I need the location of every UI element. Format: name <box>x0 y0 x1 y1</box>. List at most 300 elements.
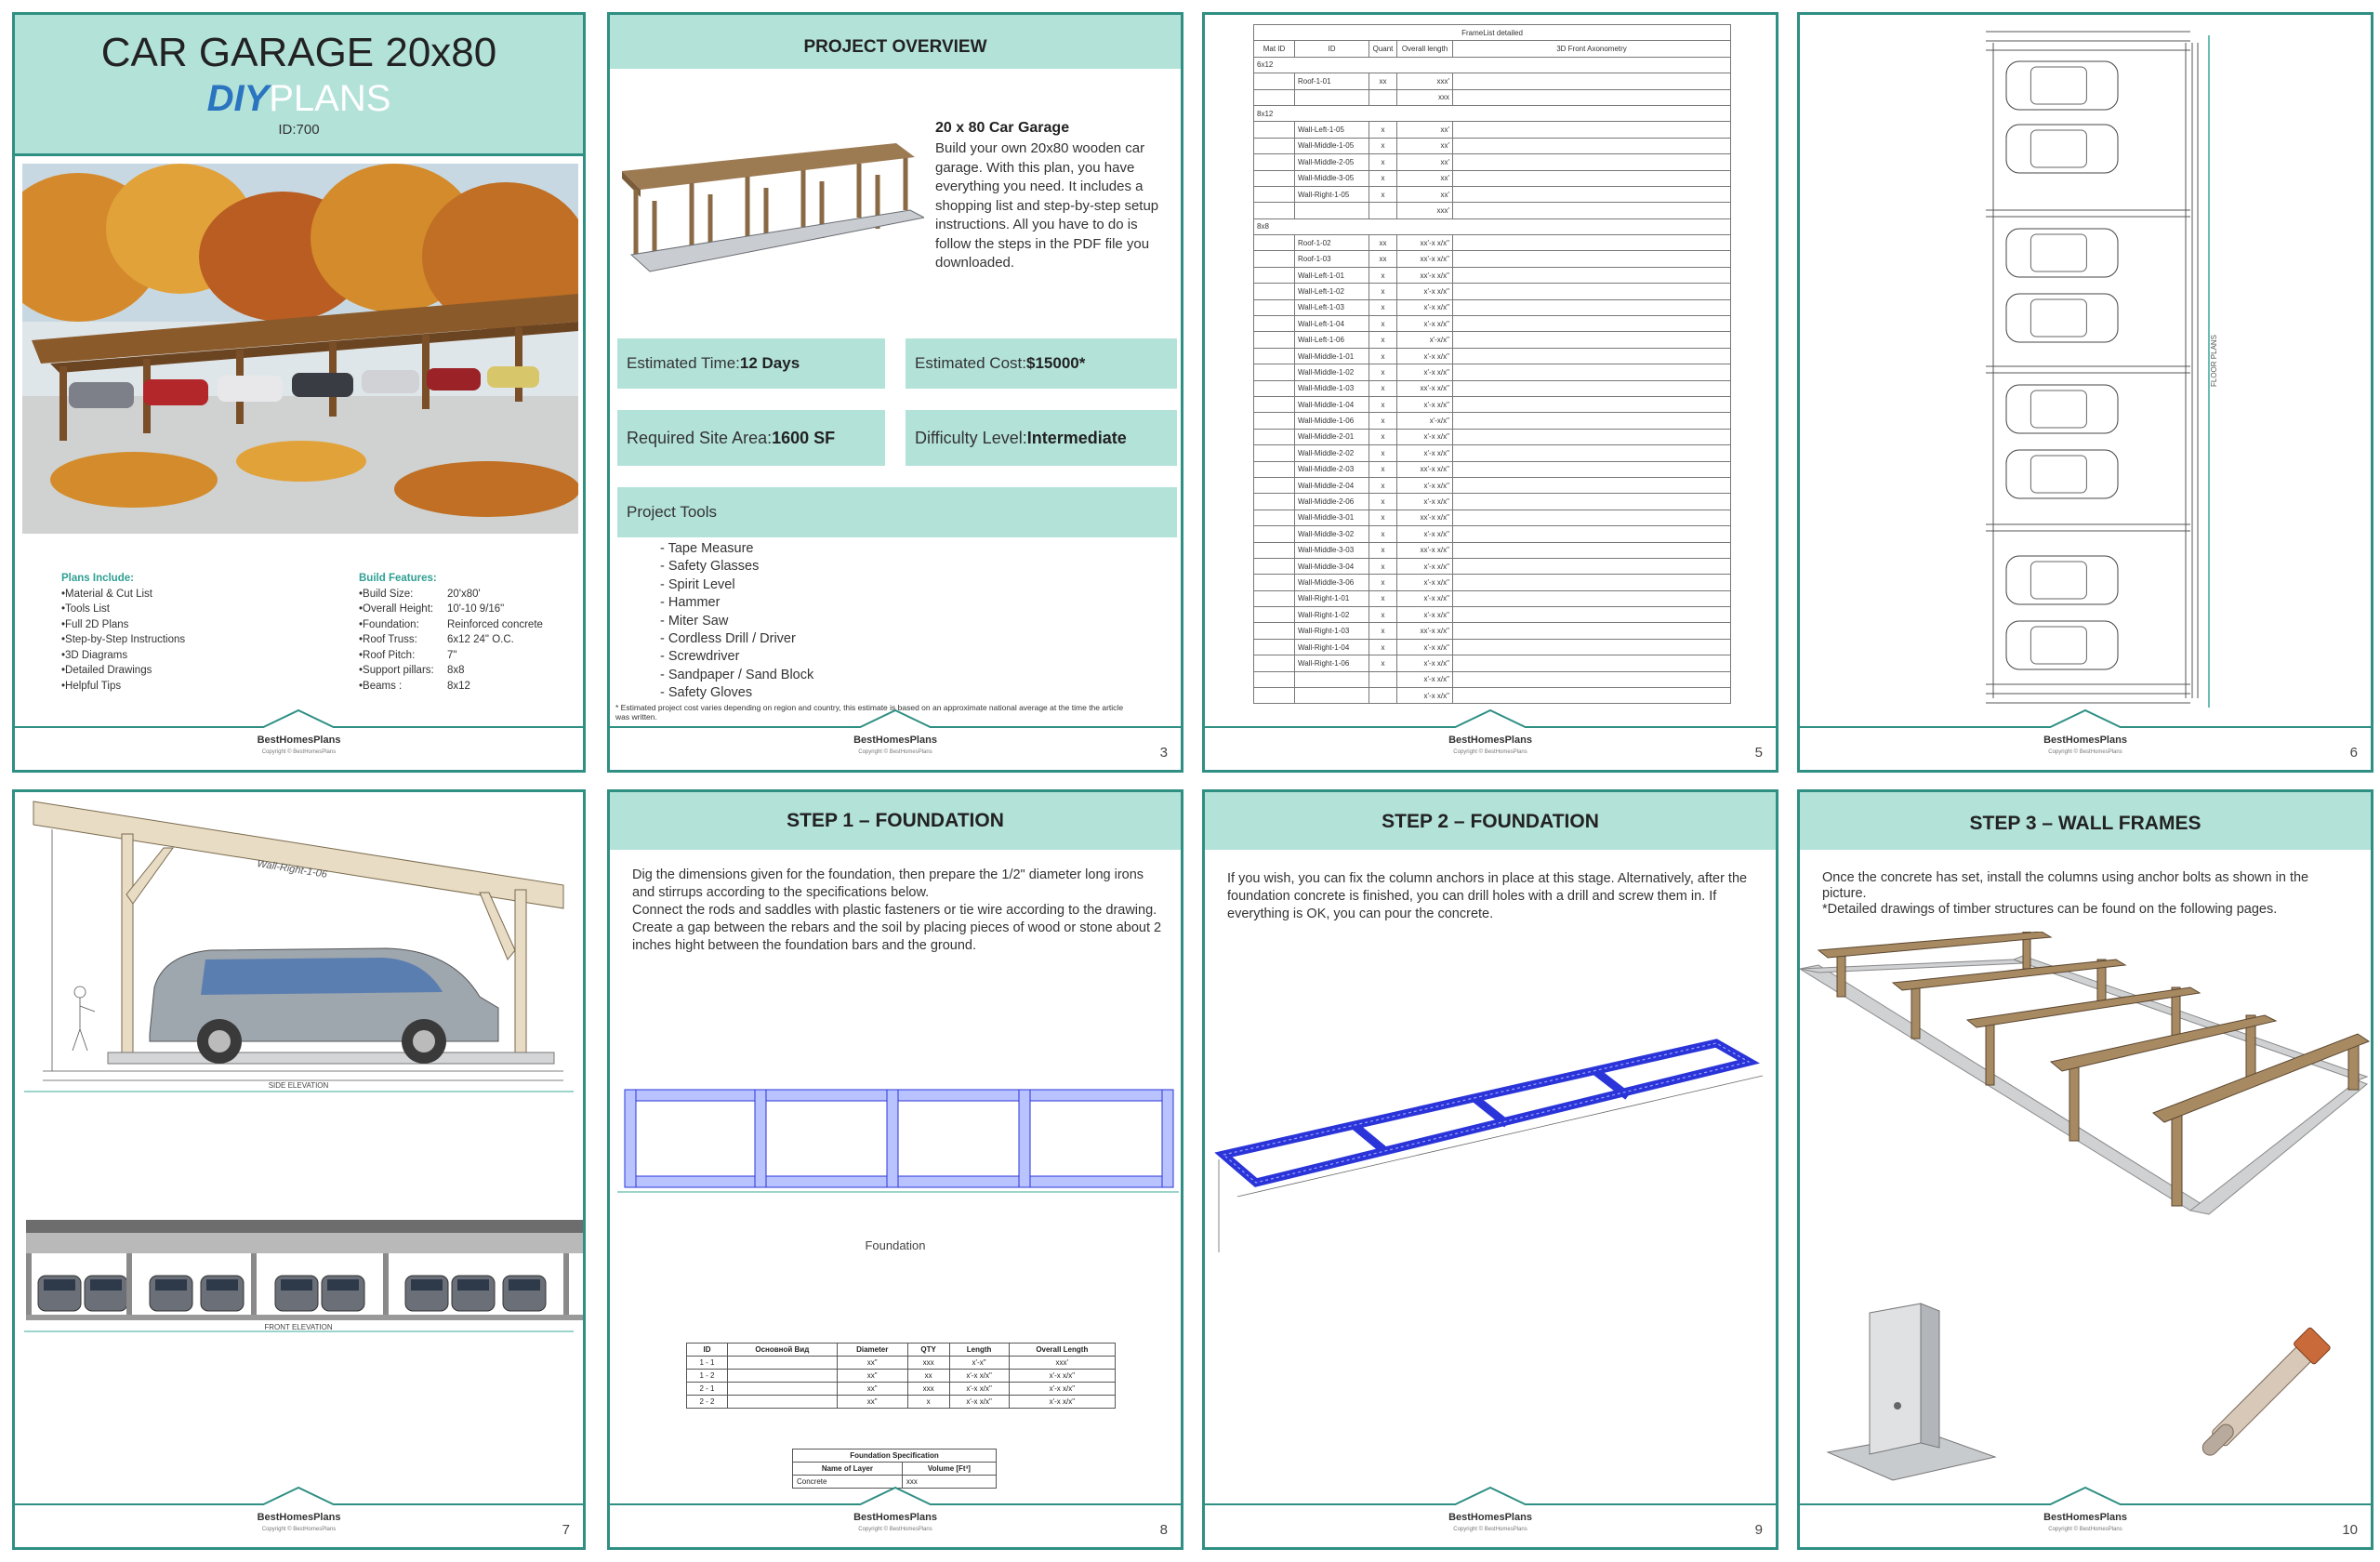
rebar-beam <box>1019 1090 1030 1187</box>
footer-brand: BestHomesPlans <box>257 1512 341 1523</box>
feature-key: •Roof Truss: <box>359 634 417 645</box>
car-top-view <box>2006 385 2118 433</box>
length-cell: xx' <box>1397 186 1453 202</box>
framelist-page <box>1202 12 1778 773</box>
mat-id-cell <box>1254 494 1295 510</box>
plans-include <box>61 571 185 694</box>
feature-value: 10'-10 9/16" <box>447 603 505 615</box>
feature-value: Reinforced concrete <box>447 618 543 630</box>
length-cell: x'-x x/x" <box>1397 348 1453 364</box>
floor-plan-drawing <box>1800 15 2371 721</box>
quant-cell: x <box>1369 623 1397 639</box>
axonometry-cell <box>1453 477 1731 493</box>
cover-header <box>15 15 583 156</box>
quant-cell: x <box>1369 154 1397 170</box>
page-number: 8 <box>1159 1522 1168 1538</box>
footer-brand: BestHomesPlans <box>2043 735 2127 746</box>
id-cell: Wall-Middle-1-04 <box>1295 396 1369 412</box>
quant-cell: x <box>1369 413 1397 429</box>
step1-paragraph: Connect the rods and saddles with plastic fasteners or tie wire according to the drawing. <box>632 903 1157 918</box>
rebar-table <box>686 1343 1116 1409</box>
plans-item: •Material & Cut List <box>61 588 152 600</box>
plans-item: •3D Diagrams <box>61 649 128 661</box>
cover-id: ID:700 <box>278 122 320 138</box>
car-front-view <box>452 1276 495 1311</box>
length-cell: xx'-x x/x" <box>1397 235 1453 251</box>
plans-list <box>61 587 185 695</box>
id-cell: Wall-Middle-2-04 <box>1295 477 1369 493</box>
step3-paragraph: Once the concrete has set, install the columns using anchor bolts as shown in the picture. <box>1822 870 2309 901</box>
id-cell <box>1295 203 1369 218</box>
feature-row <box>359 587 543 602</box>
tool-item: - Spirit Level <box>660 576 735 592</box>
length-cell: x'-x x/x" <box>1397 590 1453 606</box>
foundation-caption: Foundation <box>865 1238 926 1252</box>
garage-3d-render <box>617 125 924 283</box>
plans-item: •Full 2D Plans <box>61 618 129 630</box>
rebar-col-header: ID <box>687 1344 728 1357</box>
table-row <box>1254 429 1731 444</box>
footer-copyright: Copyright © BestHomesPlans <box>858 749 932 755</box>
quant-cell: x <box>1369 590 1397 606</box>
tool-item: - Hammer <box>660 595 721 611</box>
footer-brand: BestHomesPlans <box>1448 1512 1532 1523</box>
quant-cell: xx <box>1369 235 1397 251</box>
rebar-cell: xx" <box>837 1383 907 1396</box>
front-post <box>251 1253 257 1315</box>
length-cell: xx' <box>1397 170 1453 186</box>
plans-include-title: Plans Include: <box>61 573 134 584</box>
quant-cell <box>1369 203 1397 218</box>
length-cell: x'-x/x" <box>1397 413 1453 429</box>
length-cell: xxx <box>1397 89 1453 105</box>
table-row <box>687 1357 1116 1370</box>
quant-cell: x <box>1369 461 1397 477</box>
axonometry-cell <box>1453 186 1731 202</box>
id-cell: Wall-Right-1-01 <box>1295 590 1369 606</box>
rebar-cell: x'-x x/x" <box>1009 1383 1115 1396</box>
group-label: 6x12 <box>1254 57 1731 73</box>
front-post <box>383 1253 389 1315</box>
feature-row <box>359 617 543 633</box>
feature-row <box>359 679 543 695</box>
page-number: 3 <box>1159 745 1168 761</box>
footer-copyright: Copyright © BestHomesPlans <box>858 1527 932 1532</box>
table-row <box>1254 284 1731 299</box>
feature-key: •Beams : <box>359 680 403 692</box>
length-cell: x'-x x/x" <box>1397 284 1453 299</box>
feature-row <box>359 648 543 664</box>
project-tools-header: Project Tools <box>617 487 1177 537</box>
table-row <box>1254 639 1731 655</box>
length-cell: x'-x x/x" <box>1397 607 1453 623</box>
page-footer <box>15 707 583 770</box>
mat-id-cell <box>1254 655 1295 671</box>
page-footer <box>1205 707 1776 770</box>
rebar-shape-cell <box>727 1383 837 1396</box>
id-cell: Wall-Right-1-03 <box>1295 623 1369 639</box>
table-row <box>1254 477 1731 493</box>
id-cell: Wall-Middle-1-06 <box>1295 413 1369 429</box>
features-list <box>359 587 543 695</box>
length-cell: xxx' <box>1397 73 1453 89</box>
id-cell: Wall-Left-1-02 <box>1295 284 1369 299</box>
framelist-col-header: 3D Front Axonometry <box>1453 41 1731 57</box>
quant-cell: x <box>1369 542 1397 558</box>
car-front-view <box>38 1276 81 1311</box>
plans-item: •Helpful Tips <box>61 680 122 692</box>
rebar-cell: xx" <box>837 1396 907 1409</box>
table-row <box>1254 332 1731 348</box>
estimated-cost: Estimated Cost: $15000* <box>906 338 1177 389</box>
feature-value: 8x12 <box>447 680 470 692</box>
step1-header: STEP 1 – FOUNDATION <box>610 792 1181 850</box>
length-cell: xx'-x x/x" <box>1397 461 1453 477</box>
side-elevation-label: SIDE ELEVATION <box>268 1081 329 1090</box>
mat-id-cell <box>1254 154 1295 170</box>
table-row <box>1254 154 1731 170</box>
quant-cell: xx <box>1369 251 1397 267</box>
axonometry-cell <box>1453 461 1731 477</box>
table-row <box>1254 267 1731 283</box>
id-cell: Wall-Right-1-04 <box>1295 639 1369 655</box>
axonometry-cell <box>1453 575 1731 590</box>
front-elevation-drawing <box>15 1211 583 1350</box>
mat-id-cell <box>1254 170 1295 186</box>
side-elevation-drawing <box>15 792 583 1099</box>
logo <box>15 78 583 120</box>
page-footer <box>1800 707 2371 770</box>
mat-id-cell <box>1254 235 1295 251</box>
feature-key: •Roof Pitch: <box>359 649 416 661</box>
id-cell: Wall-Middle-1-05 <box>1295 138 1369 153</box>
elevation-page <box>12 789 586 1550</box>
axonometry-cell <box>1453 122 1731 138</box>
table-row <box>1254 203 1731 218</box>
length-cell: x'-x x/x" <box>1397 316 1453 332</box>
quant-cell <box>1369 688 1397 704</box>
id-cell: Wall-Left-1-01 <box>1295 267 1369 283</box>
mat-id-cell <box>1254 122 1295 138</box>
quant-cell: x <box>1369 332 1397 348</box>
difficulty-level: Difficulty Level: Intermediate <box>906 410 1177 466</box>
length-cell: x'-x x/x" <box>1397 299 1453 315</box>
footer-brand: BestHomesPlans <box>257 735 341 746</box>
estimated-time: Estimated Time: 12 Days <box>617 338 885 389</box>
table-row <box>687 1396 1116 1409</box>
length-cell: x'-x x/x" <box>1397 396 1453 412</box>
car-front-view <box>503 1276 546 1311</box>
car-front-view <box>85 1276 127 1311</box>
table-row <box>1254 575 1731 590</box>
anchor-bolt <box>2162 1294 2358 1499</box>
length-cell: xx'-x x/x" <box>1397 623 1453 639</box>
rebar-cell: xx" <box>837 1357 907 1370</box>
feature-value: 8x8 <box>447 665 465 676</box>
overview-page <box>607 12 1183 773</box>
step2-text: If you wish, you can fix the column anchors in place at this stage. Alternatively, after the foundation concrete is finished, you can drill holes with a drill and screw them in. If everything is OK, you can pour the concrete. <box>1227 871 1748 921</box>
car-front-view <box>201 1276 244 1311</box>
axonometry-cell <box>1453 170 1731 186</box>
mat-id-cell <box>1254 445 1295 461</box>
length-cell: x'-x x/x" <box>1397 494 1453 510</box>
length-cell: x'-x x/x" <box>1397 558 1453 574</box>
spec-layer: Concrete <box>793 1476 903 1489</box>
id-cell: Wall-Right-1-02 <box>1295 607 1369 623</box>
quant-cell <box>1369 671 1397 687</box>
table-row <box>687 1383 1116 1396</box>
rebar-beam <box>755 1090 766 1187</box>
cover-title: CAR GARAGE 20x80 <box>100 30 497 75</box>
mat-id-cell <box>1254 477 1295 493</box>
rebar-cell: x'-x" <box>949 1357 1009 1370</box>
mat-id-cell <box>1254 89 1295 105</box>
table-row <box>1254 251 1731 267</box>
step2-header: STEP 2 – FOUNDATION <box>1205 792 1776 850</box>
quant-cell: x <box>1369 364 1397 380</box>
floor-plan-page <box>1797 12 2373 773</box>
length-cell: xx'-x x/x" <box>1397 380 1453 396</box>
quant-cell: x <box>1369 186 1397 202</box>
rebar-col-header: Length <box>949 1344 1009 1357</box>
axonometry-cell <box>1453 251 1731 267</box>
table-row <box>1254 671 1731 687</box>
feature-value: 7" <box>447 649 457 661</box>
step3-page <box>1797 789 2373 1550</box>
id-cell: Wall-Middle-3-04 <box>1295 558 1369 574</box>
quant-cell: x <box>1369 494 1397 510</box>
mat-id-cell <box>1254 73 1295 89</box>
plans-item: •Detailed Drawings <box>61 665 152 676</box>
framelist-col-header: Mat ID <box>1254 41 1295 57</box>
rebar-cell: 1 - 1 <box>687 1357 728 1370</box>
axonometry-cell <box>1453 203 1731 218</box>
rebar-cell: 1 - 2 <box>687 1370 728 1383</box>
footer-brand: BestHomesPlans <box>853 735 937 746</box>
mat-id-cell <box>1254 364 1295 380</box>
table-row <box>1254 558 1731 574</box>
spec-col-layer: Name of Layer <box>793 1463 903 1476</box>
length-cell: xx'-x x/x" <box>1397 542 1453 558</box>
table-row <box>1254 348 1731 364</box>
feature-value: 20'x80' <box>447 588 481 600</box>
mat-id-cell <box>1254 186 1295 202</box>
mat-id-cell <box>1254 590 1295 606</box>
length-cell: x'-x x/x" <box>1397 526 1453 542</box>
id-cell: Roof-1-01 <box>1295 73 1369 89</box>
car-top-view <box>2006 556 2118 604</box>
car-top-view <box>2006 229 2118 277</box>
front-post <box>126 1253 132 1315</box>
step3-paragraph: *Detailed drawings of timber structures can be found on the following pages. <box>1822 902 2278 917</box>
quant-cell: x <box>1369 170 1397 186</box>
spec-volume: xxx <box>902 1476 996 1489</box>
id-cell: Roof-1-03 <box>1295 251 1369 267</box>
id-cell <box>1295 671 1369 687</box>
mat-id-cell <box>1254 348 1295 364</box>
axonometry-cell <box>1453 413 1731 429</box>
rebar-cell: x'-x x/x" <box>949 1383 1009 1396</box>
page-number: 10 <box>2342 1522 2358 1538</box>
car-front-view <box>150 1276 192 1311</box>
quant-cell: x <box>1369 138 1397 153</box>
wall-frames-3d <box>1800 932 2371 1248</box>
build-features <box>359 571 543 694</box>
car-top-view <box>2006 621 2118 669</box>
length-cell: x'-x x/x" <box>1397 445 1453 461</box>
rebar-cell: xx" <box>837 1370 907 1383</box>
feature-key: •Foundation: <box>359 618 419 630</box>
length-cell: xxx' <box>1397 203 1453 218</box>
id-cell <box>1295 89 1369 105</box>
axonometry-cell <box>1453 284 1731 299</box>
step1-paragraph: Dig the dimensions given for the foundation, then prepare the 1/2" diameter long irons and stirrups according to the specifications below. <box>632 867 1144 900</box>
rebar-beam <box>625 1090 636 1187</box>
mat-id-cell <box>1254 251 1295 267</box>
table-row <box>1254 413 1731 429</box>
page-number: 9 <box>1754 1522 1763 1538</box>
step1-paragraph: Create a gap between the rebars and the soil by placing pieces of wood or stone about 2 inches hight between the foundation bars and the ground. <box>632 920 1162 953</box>
footer-brand: BestHomesPlans <box>853 1512 937 1523</box>
quant-cell: x <box>1369 655 1397 671</box>
footer-copyright: Copyright © BestHomesPlans <box>1453 749 1527 755</box>
length-cell: x'-x x/x" <box>1397 575 1453 590</box>
page-footer <box>610 707 1181 770</box>
page-number: 6 <box>2349 745 2358 761</box>
footer-copyright: Copyright © BestHomesPlans <box>261 1527 337 1532</box>
feature-row <box>359 602 543 617</box>
mat-id-cell <box>1254 299 1295 315</box>
front-elevation-label: FRONT ELEVATION <box>264 1323 333 1331</box>
required-site-area: Required Site Area: 1600 SF <box>617 410 885 466</box>
cover-page <box>12 12 586 773</box>
table-row <box>1254 380 1731 396</box>
car-top-view <box>2006 61 2118 110</box>
table-row <box>1254 396 1731 412</box>
length-cell: x'-x x/x" <box>1397 688 1453 704</box>
quant-cell: x <box>1369 510 1397 525</box>
mat-id-cell <box>1254 558 1295 574</box>
length-cell: x'-x x/x" <box>1397 671 1453 687</box>
framelist-col-header: Quant <box>1369 41 1397 57</box>
table-row <box>1254 655 1731 671</box>
length-cell: x'-x x/x" <box>1397 477 1453 493</box>
table-row <box>1254 526 1731 542</box>
rebar-cell: x <box>907 1396 949 1409</box>
framelist-col-header: ID <box>1295 41 1369 57</box>
table-row <box>1254 590 1731 606</box>
axonometry-cell <box>1453 299 1731 315</box>
table-row <box>1254 105 1731 121</box>
rebar-cell: xx <box>907 1370 949 1383</box>
tool-item: - Sandpaper / Sand Block <box>660 667 814 682</box>
mat-id-cell <box>1254 413 1295 429</box>
foundation-plan-drawing <box>617 1080 1179 1201</box>
group-label: 8x8 <box>1254 218 1731 234</box>
feature-key: •Build Size: <box>359 588 414 600</box>
mat-id-cell <box>1254 380 1295 396</box>
rebar-shape-cell <box>727 1357 837 1370</box>
feature-row <box>359 632 543 648</box>
length-cell: xx' <box>1397 154 1453 170</box>
car-top-view <box>2006 450 2118 498</box>
step2-page <box>1202 789 1778 1550</box>
tool-item: - Screwdriver <box>660 649 740 665</box>
page-footer <box>15 1484 583 1547</box>
overview-header: PROJECT OVERVIEW <box>610 15 1181 69</box>
length-cell: x'-x/x" <box>1397 332 1453 348</box>
quant-cell: x <box>1369 348 1397 364</box>
axonometry-cell <box>1453 267 1731 283</box>
axonometry-cell <box>1453 671 1731 687</box>
cover-photo <box>22 164 578 534</box>
group-label: 8x12 <box>1254 105 1731 121</box>
page-number: 5 <box>1754 745 1763 761</box>
logo-plans: PLANS <box>269 78 391 119</box>
logo-diy: DIY <box>206 78 270 119</box>
quant-cell: x <box>1369 316 1397 332</box>
mat-id-cell <box>1254 284 1295 299</box>
axonometry-cell <box>1453 558 1731 574</box>
rebar-cell: xxx <box>907 1383 949 1396</box>
length-cell: xx'-x x/x" <box>1397 267 1453 283</box>
feature-value: 6x12 24" O.C. <box>447 634 514 645</box>
id-cell <box>1295 688 1369 704</box>
page-footer <box>1205 1484 1776 1547</box>
axonometry-cell <box>1453 542 1731 558</box>
id-cell: Wall-Middle-3-01 <box>1295 510 1369 525</box>
rebar-beam <box>887 1090 898 1187</box>
id-cell: Wall-Middle-2-02 <box>1295 445 1369 461</box>
table-row <box>1254 122 1731 138</box>
quant-cell: x <box>1369 380 1397 396</box>
spec-title: Foundation Specification <box>793 1449 997 1463</box>
quant-cell: x <box>1369 639 1397 655</box>
id-cell: Wall-Middle-1-03 <box>1295 380 1369 396</box>
mat-id-cell <box>1254 607 1295 623</box>
rebar-cell: 2 - 2 <box>687 1396 728 1409</box>
quant-cell: x <box>1369 429 1397 444</box>
id-cell: Wall-Right-1-05 <box>1295 186 1369 202</box>
quant-cell: x <box>1369 445 1397 461</box>
axonometry-cell <box>1453 89 1731 105</box>
mat-id-cell <box>1254 542 1295 558</box>
quant-cell: x <box>1369 526 1397 542</box>
axonometry-cell <box>1453 429 1731 444</box>
framelist-col-header: Overall length <box>1397 41 1453 57</box>
mat-id-cell <box>1254 396 1295 412</box>
id-cell: Wall-Middle-3-03 <box>1295 542 1369 558</box>
tools-list <box>660 540 813 703</box>
car-front-view <box>275 1276 318 1311</box>
axonometry-cell <box>1453 380 1731 396</box>
id-cell: Wall-Middle-3-05 <box>1295 170 1369 186</box>
plans-item: •Tools List <box>61 603 110 615</box>
table-row <box>1254 607 1731 623</box>
id-cell: Wall-Middle-3-02 <box>1295 526 1369 542</box>
feature-key: •Overall Height: <box>359 603 434 615</box>
build-features-title: Build Features: <box>359 573 437 584</box>
tool-item: - Safety Gloves <box>660 685 753 701</box>
id-cell: Wall-Left-1-05 <box>1295 122 1369 138</box>
length-cell: xx' <box>1397 138 1453 153</box>
rebar-shape-cell <box>727 1370 837 1383</box>
step3-header: STEP 3 – WALL FRAMES <box>1800 792 2371 850</box>
quant-cell: x <box>1369 284 1397 299</box>
rebar-cell: x'-x x/x" <box>949 1396 1009 1409</box>
rebar-col-header: Overall Length <box>1009 1344 1115 1357</box>
id-cell: Wall-Middle-3-06 <box>1295 575 1369 590</box>
